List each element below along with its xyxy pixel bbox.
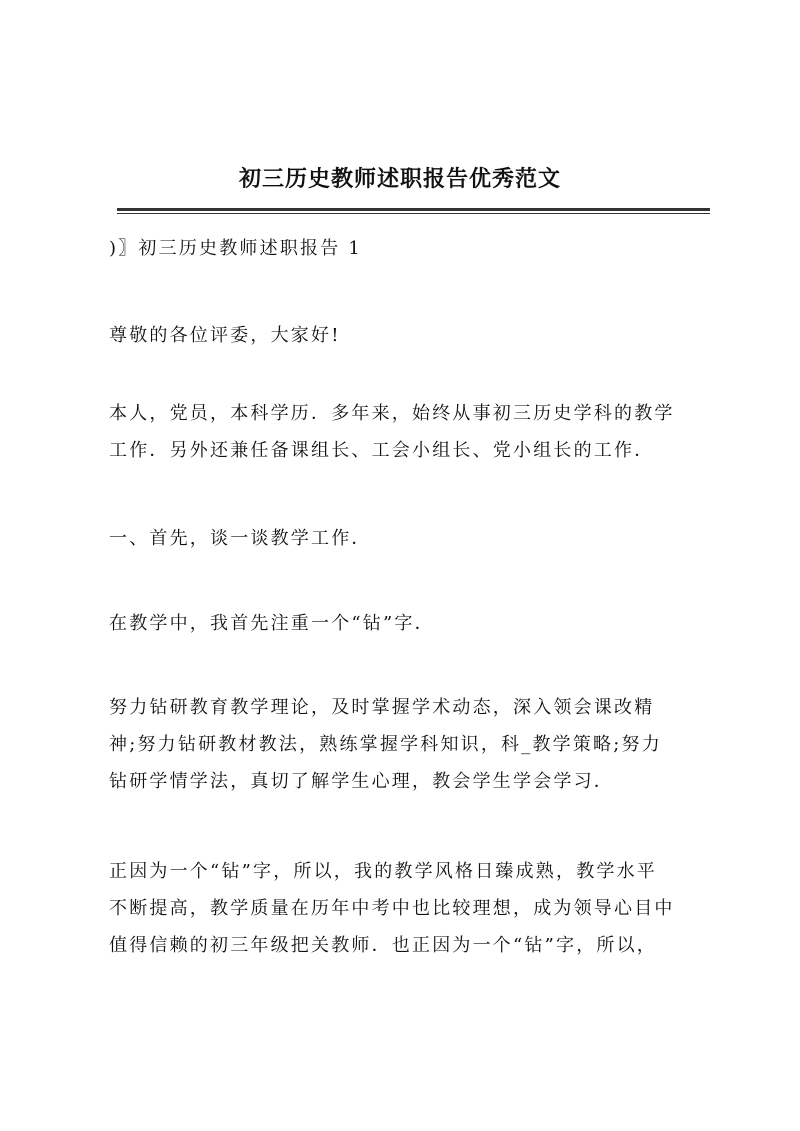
paragraph-line: 本人，党员，本科学历．多年来，始终从事初三历史学科的教学	[109, 403, 675, 424]
greeting-paragraph	[109, 317, 709, 354]
focus-paragraph	[109, 605, 709, 642]
study-paragraph	[109, 689, 709, 800]
intro-paragraph	[109, 395, 709, 469]
title-underline	[117, 208, 710, 214]
result-paragraph	[109, 853, 709, 964]
paragraph-line: 不断提高，教学质量在历年中考中也比较理想，成为领导心目中	[109, 898, 675, 919]
paragraph-line: 值得信赖的初三年级把关教师．也正因为一个“钻”字，所以，	[109, 935, 658, 956]
section-heading-text: )〗初三历史教师述职报告 1	[109, 238, 362, 259]
paragraph-line: 努力钻研教育教学理论，及时掌握学术动态，深入领会课改精	[109, 697, 655, 718]
paragraph-line: 在教学中，我首先注重一个“钻”字．	[109, 613, 435, 634]
paragraph-line: 工作．另外还兼任备课组长、工会小组长、党小组长的工作．	[109, 440, 655, 461]
paragraph-line: 神;努力钻研教材教法，熟练掌握学科知识，科_教学策略;努力	[109, 734, 662, 755]
document-title: 初三历史教师述职报告优秀范文	[238, 166, 561, 192]
paragraph-line: 钻研学情学法，真切了解学生心理，教会学生学会学习．	[109, 771, 614, 792]
paragraph-line: 正因为一个“钻”字，所以，我的教学风格日臻成熟，教学水平	[109, 861, 658, 882]
heading-teaching-work	[109, 520, 709, 557]
heading-text: 一、首先，谈一谈教学工作．	[109, 528, 372, 549]
greeting-text: 尊敬的各位评委，大家好!	[109, 325, 341, 346]
section-heading	[109, 230, 709, 267]
